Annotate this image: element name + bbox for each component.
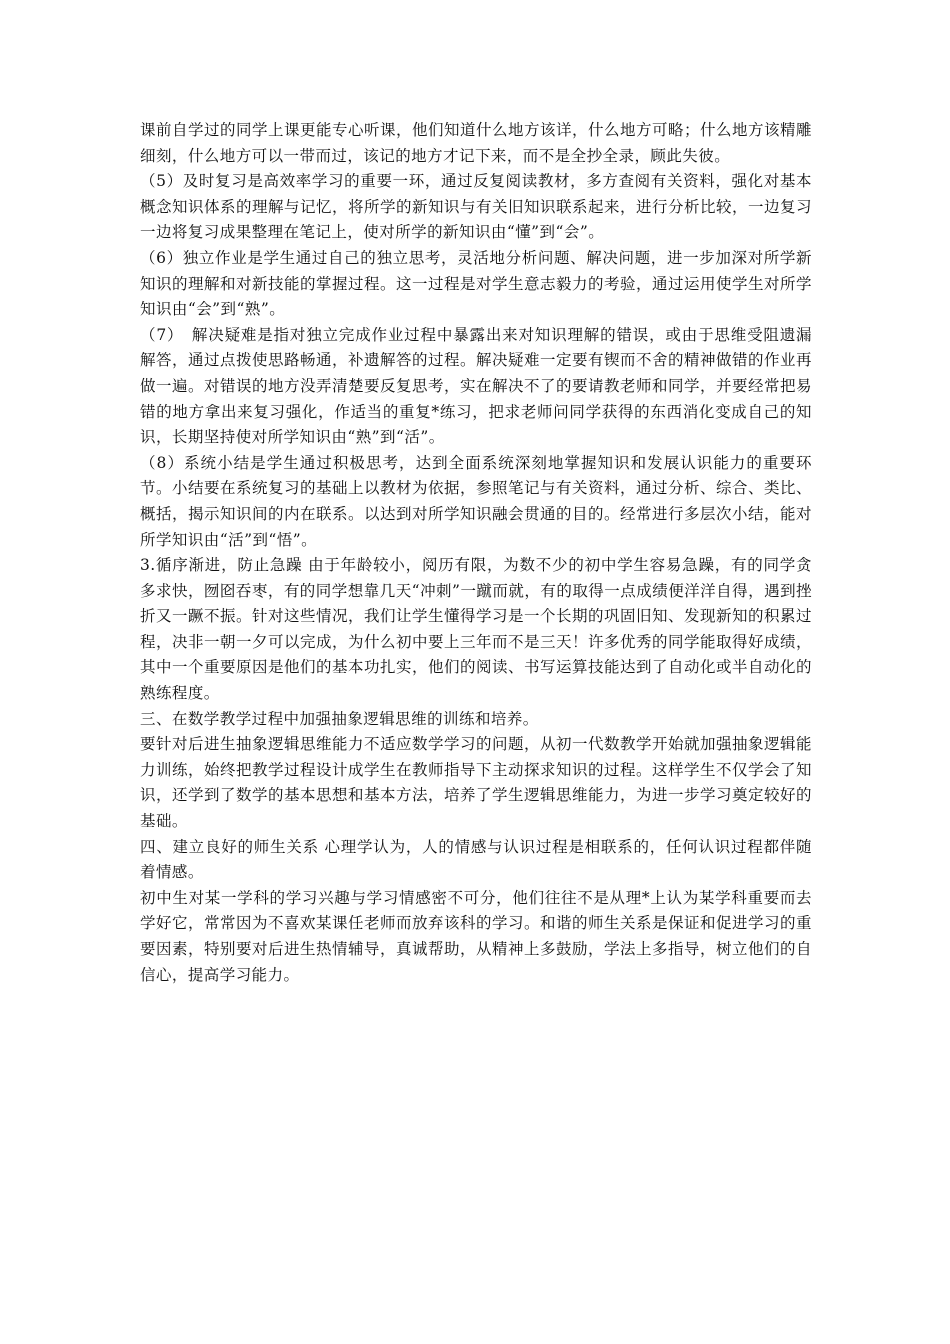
- paragraph-2: （5）及时复习是高效率学习的重要一环，通过反复阅读教材，多方查阅有关资料，强化对基本概念知识体系的理解与记忆，将所学的新知识与有关旧知识联系起来，进行分析比较，一边复习一边将复习成果整理在笔记上，使对所学的新知识由“懂”到“会”。: [140, 172, 812, 242]
- paragraph-3: （6）独立作业是学生通过自己的独立思考，灵活地分析问题、解决问题，进一步加深对所学新知识的理解和对新技能的掌握过程。这一过程是对学生意志毅力的考验，通过运用使学生对所学知识由“会”到“熟”。: [140, 248, 812, 319]
- paragraph-8: 要针对后进生抽象逻辑思维能力不适应数学学习的问题，从初一代数教学开始就加强抽象逻辑能力训练，始终把教学过程设计成学生在教师指导下主动探求知识的过程。这样学生不仅学会了知识，还学到了数学的基本思想和基本方法，培养了学生逻辑思维能力，为进一步学习奠定较好的基础。: [140, 735, 812, 831]
- paragraph-4: （7） 解决疑难是指对独立完成作业过程中暴露出来对知识理解的错误，或由于思维受阻遗漏解答，通过点拨使思路畅通，补遗解答的过程。解决疑难一定要有锲而不舍的精神做错的作业再做一遍。对错误的地方没弄清楚要反复思考，实在解决不了的要请教老师和同学，并要经常把易错的地方拿出来复习强化，作适当的重复*练习，把求老师问同学获得的东西消化变成自己的知识，长期坚持使对所学知识由“熟”到“活”。: [140, 325, 812, 447]
- paragraph-9: 四、建立良好的师生关系 心理学认为，人的情感与认识过程是相联系的，任何认识过程都伴随着情感。: [140, 837, 812, 882]
- paragraph-6: 3.循序渐进，防止急躁 由于年龄较小，阅历有限，为数不少的初中学生容易急躁，有的同学贪多求快，囫囵吞枣，有的同学想靠几天“冲刺”一蹴而就，有的取得一点成绩便洋洋自得，遇到挫折又一蹶不振。针对这些情况，我们让学生懂得学习是一个长期的巩固旧知、发现新知的积累过程，决非一朝一夕可以完成，为什么初中要上三年而不是三天！许多优秀的同学能取得好成绩，其中一个重要原因是他们的基本功扎实，他们的阅读、书写运算技能达到了自动化或半自动化的熟练程度。: [140, 556, 812, 703]
- document-body: [140, 118, 812, 988]
- paragraph-10: 初中生对某一学科的学习兴趣与学习情感密不可分，他们往往不是从理*上认为某学科重要而去学好它，常常因为不喜欢某课任老师而放弃该科的学习。和谐的师生关系是保证和促进学习的重要因素，特别要对后进生热情辅导，真诚帮助，从精神上多鼓励，学法上多指导，树立他们的自信心，提高学习能力。: [140, 888, 812, 984]
- paragraph-5: （8）系统小结是学生通过积极思考，达到全面系统深刻地掌握知识和发展认识能力的重要环节。小结要在系统复习的基础上以教材为依据，参照笔记与有关资料，通过分析、综合、类比、概括，揭示知识间的内在联系。以达到对所学知识融会贯通的目的。经常进行多层次小结，能对所学知识由“活”到“悟”。: [140, 453, 812, 549]
- paragraph-1: 课前自学过的同学上课更能专心听课，他们知道什么地方该详，什么地方可略；什么地方该精雕细刻，什么地方可以一带而过，该记的地方才记下来，而不是全抄全录，顾此失彼。: [140, 121, 812, 165]
- paragraph-7: 三、在数学教学过程中加强抽象逻辑思维的训练和培养。: [140, 709, 539, 728]
